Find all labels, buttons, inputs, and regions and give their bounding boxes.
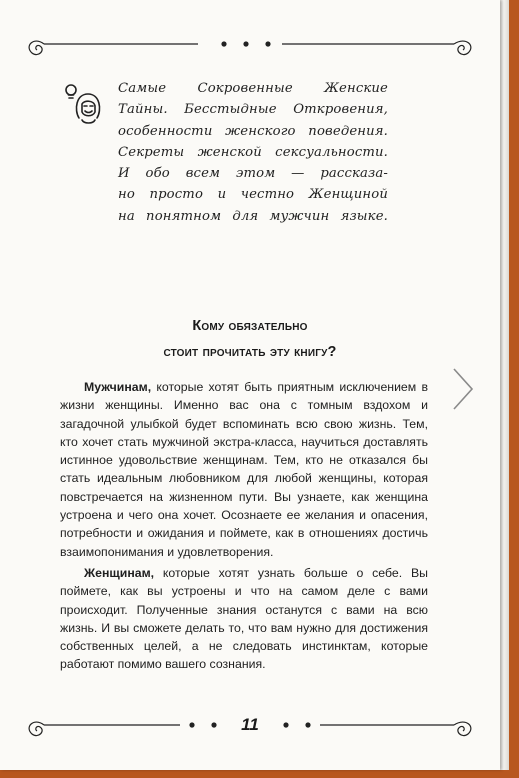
section-heading-line-1: Кому обязательно bbox=[192, 318, 308, 334]
paragraph-men bbox=[60, 378, 428, 561]
body-text bbox=[60, 378, 428, 677]
intro-line: на понятном для мужчин языке. bbox=[118, 208, 388, 224]
intro-line: Тайны. Бесстыдные Откровения, bbox=[118, 102, 388, 118]
paragraph-body: которые хотят быть приятным исключением в жизни женщины. Именно вас она с томным вздохом и загадочной улыбкой будет вспоминать всю свою жизнь. Тем, кто хочет стать мужчиной экстра-класса, научиться доставлять истинное удовольствие женщинам. Тем, кто не отказался бы стать идеальным любовником для любой женщины, которая повстречается на жизненном пути. Вы узнаете, как женщина устроена и чего она хочет. Осознаете ее желания и опасения, потребности и ожидания и поймете, как в отношениях достичь взаимопонимания и удовлетворения. bbox=[60, 380, 428, 559]
page-edge bbox=[500, 0, 509, 770]
paragraph-lead: Мужчинам, bbox=[84, 380, 152, 394]
paragraph-body: которые хотят узнать больше о себе. Вы поймете, как вы устроены и что на самом деле с вами происходит. Полученные знания останутся с вами на всю жизнь. И вы сможете делать то, что вам нужно для достижения собственных целей, а не следовать инстинктам, которые работают помимо вашего сознания. bbox=[60, 565, 428, 672]
paragraph-women bbox=[60, 564, 428, 674]
intro-text bbox=[118, 78, 388, 227]
intro-line: И обо всем этом — рассказа- bbox=[118, 166, 388, 182]
page-number: 11 bbox=[230, 715, 270, 735]
section-heading-line-2: стоит прочитать эту книгу? bbox=[163, 344, 337, 360]
intro-line: Самые Сокровенные Женские bbox=[118, 81, 388, 96]
intro-line: особенности женского поведения. bbox=[118, 123, 388, 139]
chevron-right-icon[interactable] bbox=[451, 366, 475, 412]
intro-line: Секреты женской сексуальности. bbox=[118, 144, 388, 160]
intro-line: но просто и честно Женщиной bbox=[118, 187, 388, 203]
woman-face-lightbulb-icon bbox=[62, 82, 106, 128]
top-ornament bbox=[0, 20, 500, 80]
section-heading bbox=[0, 313, 500, 365]
paragraph-lead: Женщинам, bbox=[84, 565, 155, 580]
